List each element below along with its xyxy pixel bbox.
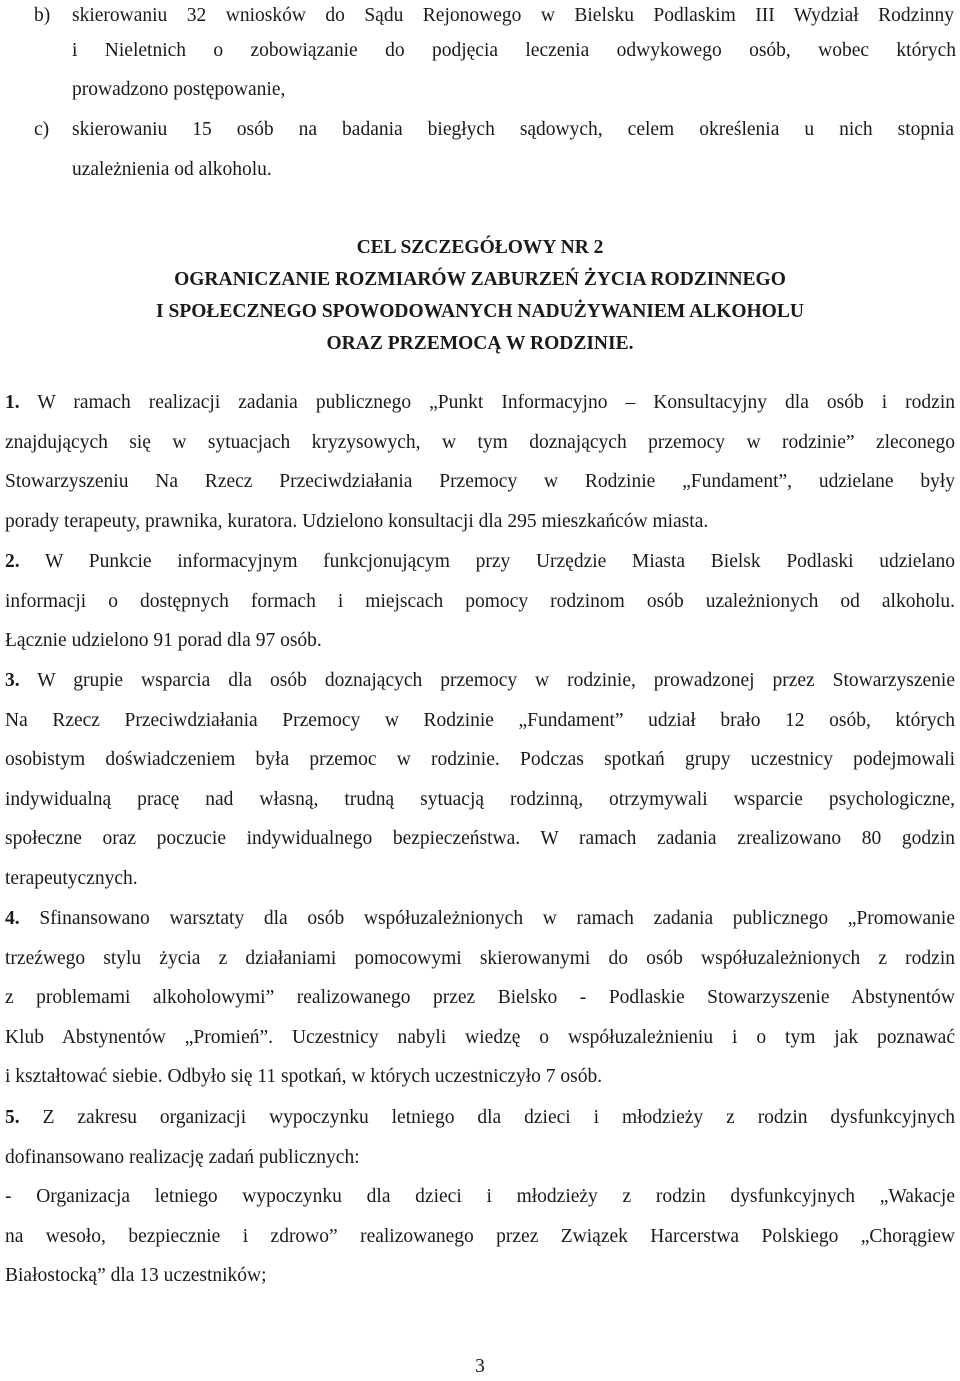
- paragraph-2: [5, 542, 955, 661]
- paragraph-line: terapeutycznych.: [5, 867, 138, 889]
- paragraph-5: [5, 1098, 955, 1177]
- paragraph-4: [5, 899, 955, 1097]
- list-line: uzależnienia od alkoholu.: [72, 159, 272, 180]
- paragraph-line: trzeźwego stylu życia z działaniami pomocowymi skierowanymi do osób współuzależnionych z rodzin: [5, 947, 955, 969]
- section-heading-line: I SPOŁECZNEGO SPOWODOWANYCH NADUŻYWANIEM ALKOHOLU: [156, 301, 804, 322]
- page-number: 3: [475, 1356, 485, 1377]
- paragraph-line: i kształtować siebie. Odbyło się 11 spotkań, w których uczestniczyło 7 osób.: [5, 1066, 603, 1087]
- dash-list-item: [5, 1177, 955, 1296]
- list-item-c: [34, 110, 954, 150]
- section-heading-title: CEL SZCZEGÓŁOWY NR 2: [356, 237, 604, 258]
- paragraph-line: Z zakresu organizacji wypoczynku letniego dla dzieci i młodzieży z rodzin dysfunkcyjnych: [42, 1107, 955, 1128]
- paragraph-line: W Punkcie informacyjnym funkcjonującym przy Urzędzie Miasta Bielsk Podlaski udzielano: [44, 551, 955, 572]
- section-heading-line: ORAZ PRZEMOCĄ W RODZINIE.: [326, 333, 634, 354]
- paragraph-line: - Organizacja letniego wypoczynku dla dzieci i młodzieży z rodzin dysfunkcyjnych „Wakacje: [5, 1186, 955, 1207]
- paragraph-line: indywidualną pracę nad własną, trudną sytuacją rodzinną, otrzymywali wsparcie psychologiczne,: [5, 788, 955, 810]
- section-heading-line: OGRANICZANIE ROZMIARÓW ZABURZEŃ ŻYCIA RODZINNEGO: [174, 269, 786, 290]
- list-line: i Nieletnich o zobowiązanie do podjęcia leczenia odwykowego osób, wobec których: [72, 40, 956, 61]
- paragraph-line: Białostocką” dla 13 uczestników;: [5, 1265, 267, 1286]
- paragraph-number: 2.: [5, 551, 20, 572]
- paragraph-line: porady terapeuty, prawnika, kuratora. Udzielono konsultacji dla 295 mieszkańców miasta.: [5, 510, 709, 532]
- paragraph-line: na wesoło, bezpiecznie i zdrowo” realizowanego przez Związek Harcerstwa Polskiego „Chorągiew: [5, 1225, 955, 1247]
- paragraph-number: 4.: [5, 908, 20, 929]
- paragraph-line: W grupie wsparcia dla osób doznających przemocy w rodzinie, prowadzonej przez Stowarzyszenie: [37, 670, 955, 691]
- list-line: skierowaniu 32 wniosków do Sądu Rejonowego w Bielsku Podlaskim III Wydział Rodzinny: [72, 5, 954, 26]
- paragraph-line: Łącznie udzielono 91 porad dla 97 osób.: [5, 630, 322, 651]
- paragraph-line: z problemami alkoholowymi” realizowanego przez Bielsko - Podlaskie Stowarzyszenie Abstynentów: [5, 987, 955, 1008]
- paragraph-number: 5.: [5, 1107, 20, 1128]
- paragraph-line: Na Rzecz Przeciwdziałania Przemocy w Rodzinie „Fundament” udział brało 12 osób, których: [5, 709, 955, 731]
- paragraph-line: Sfinansowano warsztaty dla osób współuzależnionych w ramach zadania publicznego „Promowanie: [39, 908, 955, 929]
- list-marker: c): [34, 119, 50, 140]
- paragraph-line: Klub Abstynentów „Promień”. Uczestnicy nabyli wiedzę o współuzależnieniu i o tym jak poznawać: [5, 1026, 955, 1048]
- paragraph-1: [5, 383, 955, 541]
- paragraph-number: 1.: [5, 392, 20, 413]
- paragraph-3: [5, 661, 955, 898]
- paragraph-line: społeczne oraz poczucie indywidualnego bezpieczeństwa. W ramach zadania zrealizowano 80 godzin: [5, 828, 955, 849]
- paragraph-line: W ramach realizacji zadania publicznego „Punkt Informacyjno – Konsultacyjny dla osób i rodzin: [37, 392, 955, 413]
- list-line: prowadzono postępowanie,: [72, 79, 286, 100]
- paragraph-line: Stowarzyszeniu Na Rzecz Przeciwdziałania Przemocy w Rodzinie „Fundament”, udzielane były: [5, 471, 955, 492]
- list-line: skierowaniu 15 osób na badania biegłych sądowych, celem określenia u nich stopnia: [72, 119, 954, 140]
- paragraph-line: informacji o dostępnych formach i miejscach pomocy rodzinom osób uzależnionych od alkoholu.: [5, 590, 955, 612]
- paragraph-line: znajdujących się w sytuacjach kryzysowych, w tym doznających przemocy w rodzinie” zleconego: [5, 431, 955, 453]
- list-marker: b): [34, 5, 51, 26]
- paragraph-line: osobistym doświadczeniem była przemoc w rodzinie. Podczas spotkań grupy uczestnicy podejmowali: [5, 749, 955, 770]
- paragraph-line: dofinansowano realizację zadań publicznych:: [5, 1146, 360, 1168]
- paragraph-number: 3.: [5, 670, 20, 691]
